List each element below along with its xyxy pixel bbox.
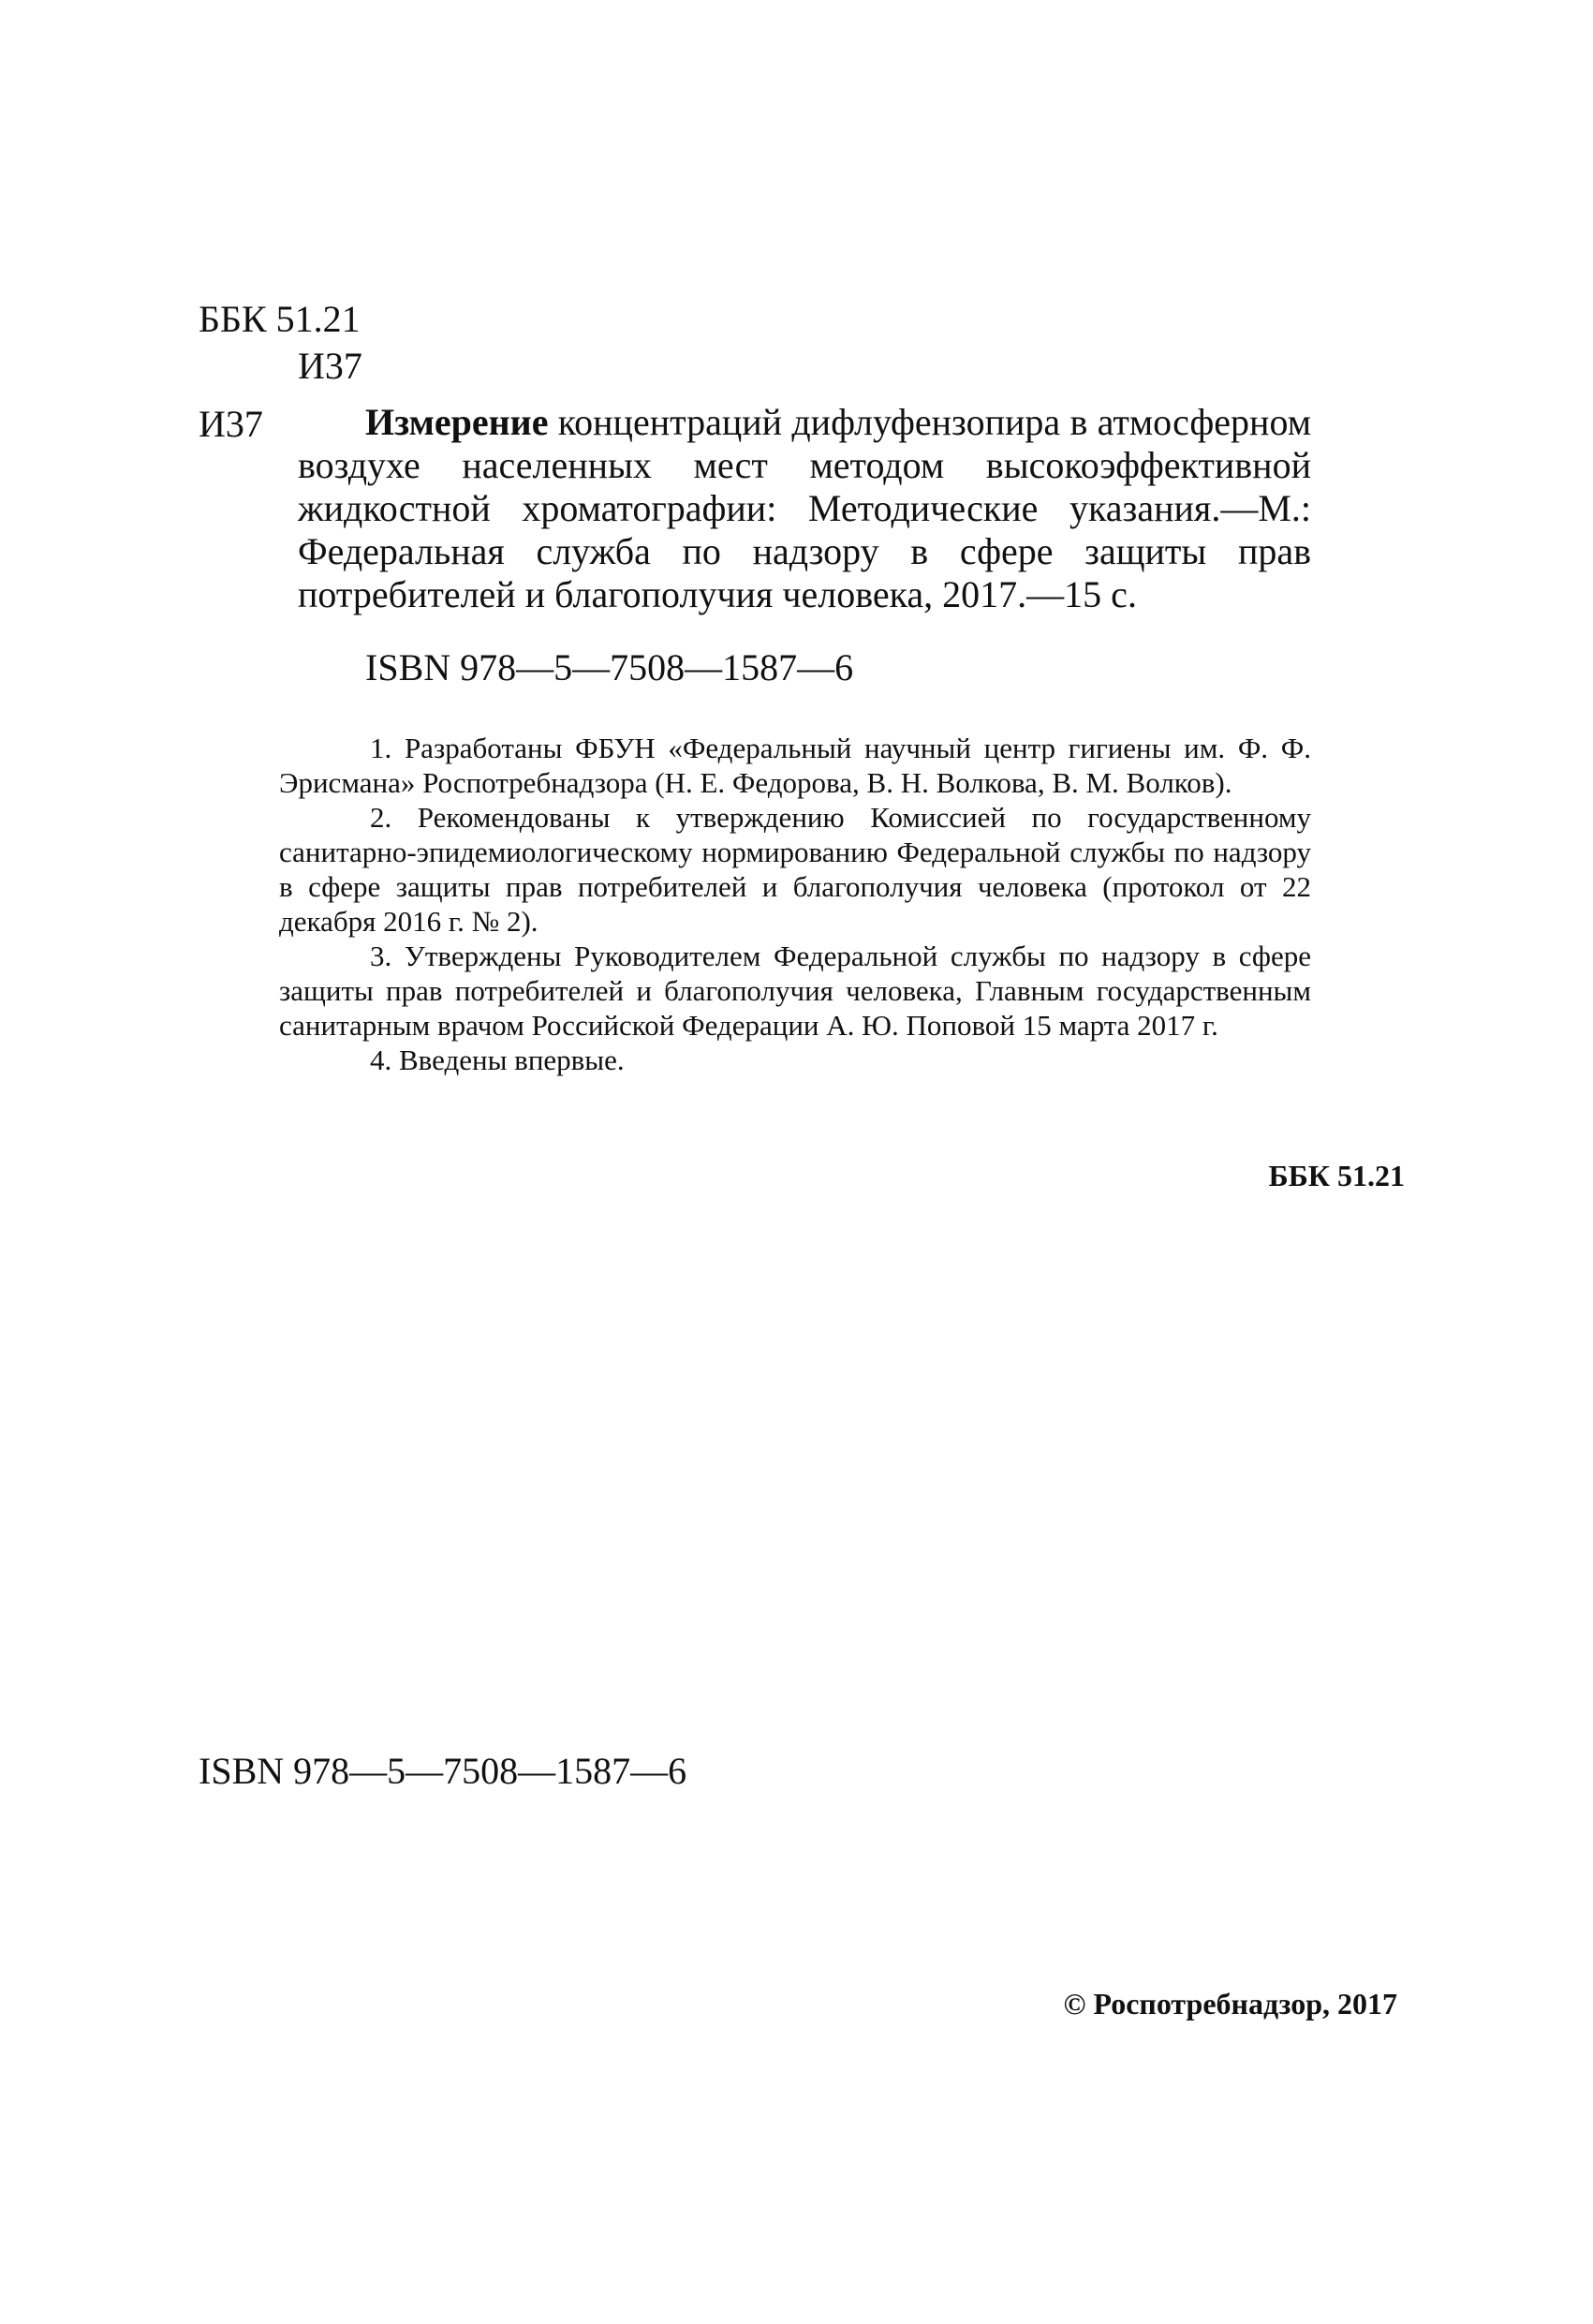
copyright: © Роспотребнадзор, 2017 [1063, 1987, 1397, 2021]
title-bold-word: Измерение [365, 401, 549, 443]
bbk-code: ББК 51.21 [199, 298, 361, 340]
note-item: 2. Рекомендованы к утверждению Комиссией по государственному санитарно-эпидемиологическому нормированию Федеральной службы по надзору в сфере защиты прав потребителей и благополучия человека (протокол от 22 декабря 2016 г. № 2). [279, 801, 1311, 938]
author-sign-left: И37 [199, 403, 263, 445]
note-item: 4. Введены впервые. [370, 1044, 625, 1076]
title-rest: концентраций дифлуфензопира в атмосферном воздухе населенных мест методом высокоэффективной жидкостной хроматографии: Методические указания.—М.: Федеральная служба по надзору в сфере защиты прав потребителей и благополучия человека, 2017.—15 с. [298, 401, 1311, 615]
isbn-bottom: ISBN 978—5—7508—1587—6 [199, 1750, 687, 1792]
bibliographic-description [298, 401, 1311, 616]
note-item: 1. Разработаны ФБУН «Федеральный научный центр гигиены им. Ф. Ф. Эрисмана» Роспотребнадзора (Н. Е. Федорова, В. Н. Волкова, В. М. Волков). [279, 732, 1311, 799]
notes-block [279, 731, 1311, 1077]
author-sign: И37 [298, 345, 362, 387]
note-item: 3. Утверждены Руководителем Федеральной службы по надзору в сфере защиты прав потребителей и благополучия человека, Главным государственным санитарным врачом Российской Федерации А. Ю. Поповой 15 марта 2017 г. [279, 940, 1311, 1042]
isbn-middle: ISBN 978—5—7508—1587—6 [365, 646, 854, 688]
bbk-code-right: ББК 51.21 [1268, 1159, 1405, 1192]
